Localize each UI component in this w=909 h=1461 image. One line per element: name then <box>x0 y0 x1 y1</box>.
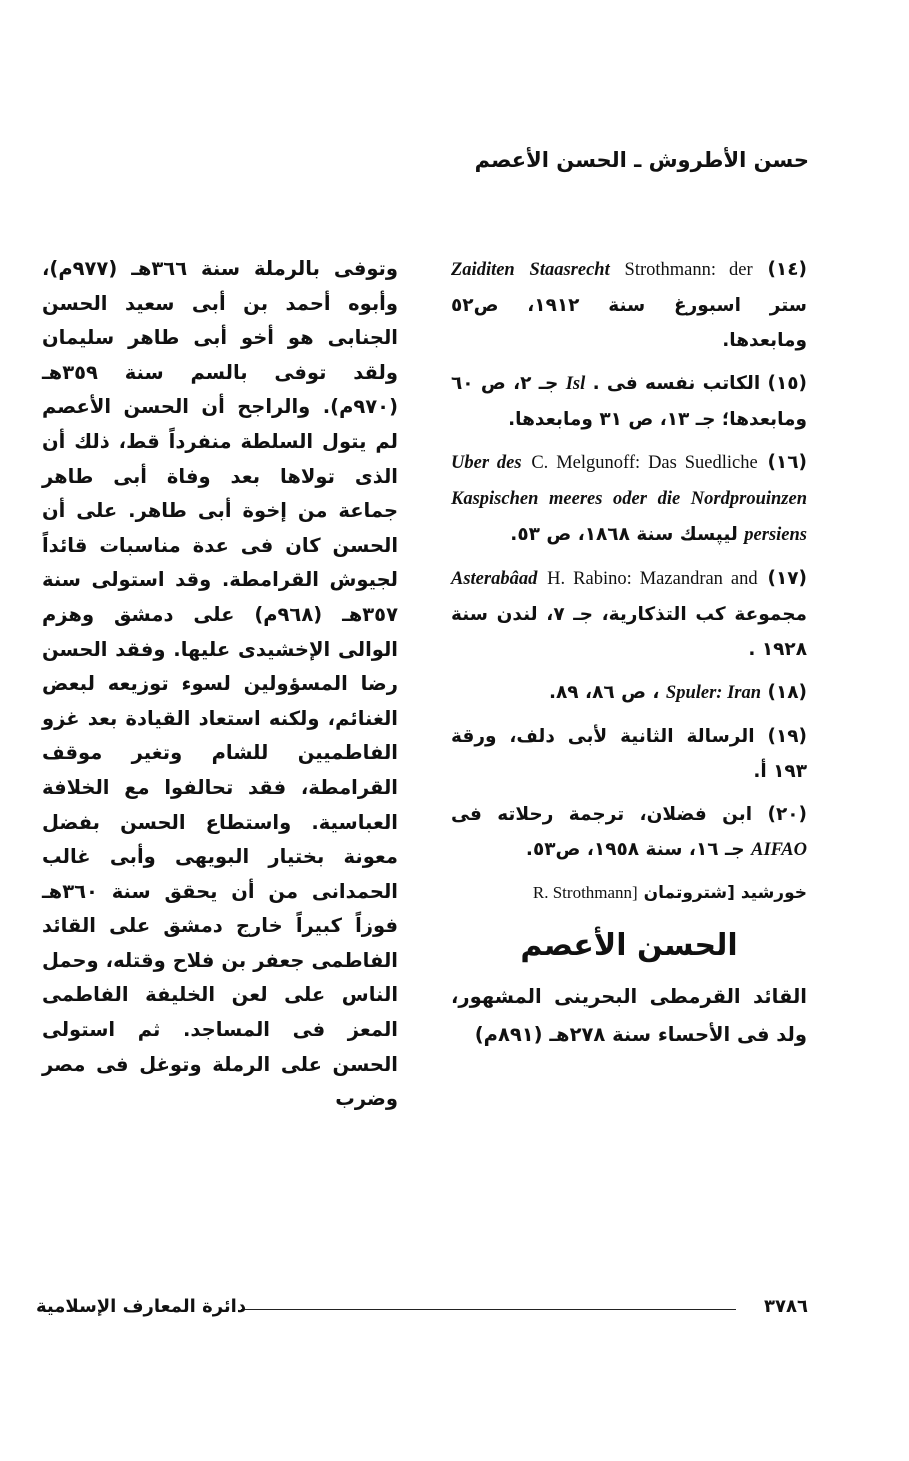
section-intro: القائد القرمطى البحرينى المشهور، ولد فى الأحساء سنة ٢٧٨هـ (٨٩١م) <box>451 985 807 1046</box>
footnote-19: (١٩) الرسالة الثانية لأبى دلف، ورقة ١٩٣ أ. <box>451 726 807 782</box>
footnote-16: (١٦) C. Melgunoff: Das Suedliche Uber des Kaspischen meeres oder die Nordprouinzen persiens ليپسك سنة ١٨٦٨، ص ٥٣. <box>451 452 807 545</box>
page-footer <box>36 1296 808 1326</box>
footnote-15: (١٥) الكاتب نفسه فى . Isl جـ ٢، ص ٦٠ ومابعدها؛ جـ ١٣، ص ٣١ ومابعدها. <box>451 373 807 430</box>
page-number: ٣٧٨٦ <box>764 1296 808 1317</box>
author-signature: خورشيد [شتروتمان R. Strothmann] <box>532 883 807 903</box>
right-column <box>451 252 807 1054</box>
footnote-14: (١٤) Strothmann: der Staasrecht Zaiditen ستر اسبورغ سنة ١٩١٢، ص٥٢ ومابعدها. <box>451 259 807 351</box>
journal-name: دائرة المعارف الإسلامية <box>36 1296 247 1317</box>
footer-rule <box>241 1309 736 1310</box>
section-title: الحسن الأعصم <box>520 928 738 963</box>
running-header: حسن الأطروش ـ الحسن الأعصم <box>474 148 809 172</box>
article-body-text: وتوفى بالرملة سنة ٣٦٦هـ (٩٧٧م)، وأبوه أحمد بن أبى سعيد الحسن الجنابى هو أخو أبى طاهر سليمان ولقد توفى بالسم سنة ٣٥٩هـ (٩٧٠م). والراجح أن الحسن الأعصم لم يتول السلطة منفرداً قط، ذلك أن الذى تولاها بعد وفاة أبى طاهر جماعة من إخوة أبى طاهر. على أن الحسن كان فى عدة مناسبات قائداً لجيوش القرامطة. وقد استولى سنة ٣٥٧هـ (٩٦٨م) على دمشق وهزم الوالى الإخشيدى عليها. وفقد الحسن رضا المسؤولين لسوء توزيعه لبعض الغنائم، ولكنه استعاد القيادة بعد غزو الفاطميين للشام وتغير موقف القرامطة، فقد تحالفوا مع الخلافة العباسية. واستطاع الحسن بفضل معونة بختيار البويهى وأبى غالب الحمدانى من أن يحقق سنة ٣٦٠هـ فوزاً كبيراً خارج دمشق على القائد الفاطمى جعفر بن فلاح وقتله، وحمل الناس على لعن الخليفة الفاطمى المعز فى المساجد. ثم استولى الحسن على الرملة وتوغل فى مصر وضرب <box>42 257 399 1111</box>
footnote-20: (٢٠) ابن فضلان، ترجمة رحلاته فى AIFAO جـ ١٦، سنة ١٩٥٨، ص٥٣. <box>451 804 808 860</box>
left-column <box>42 252 398 1117</box>
footnote-17: (١٧) H. Rabino: Mazandran and Asterabâad مجموعة كب التذكارية، جـ ٧، لندن سنة ١٩٢٨ . <box>451 568 808 660</box>
footnote-18: (١٨) Spuler: Iran ، ص ٨٦، ٨٩. <box>548 682 807 703</box>
